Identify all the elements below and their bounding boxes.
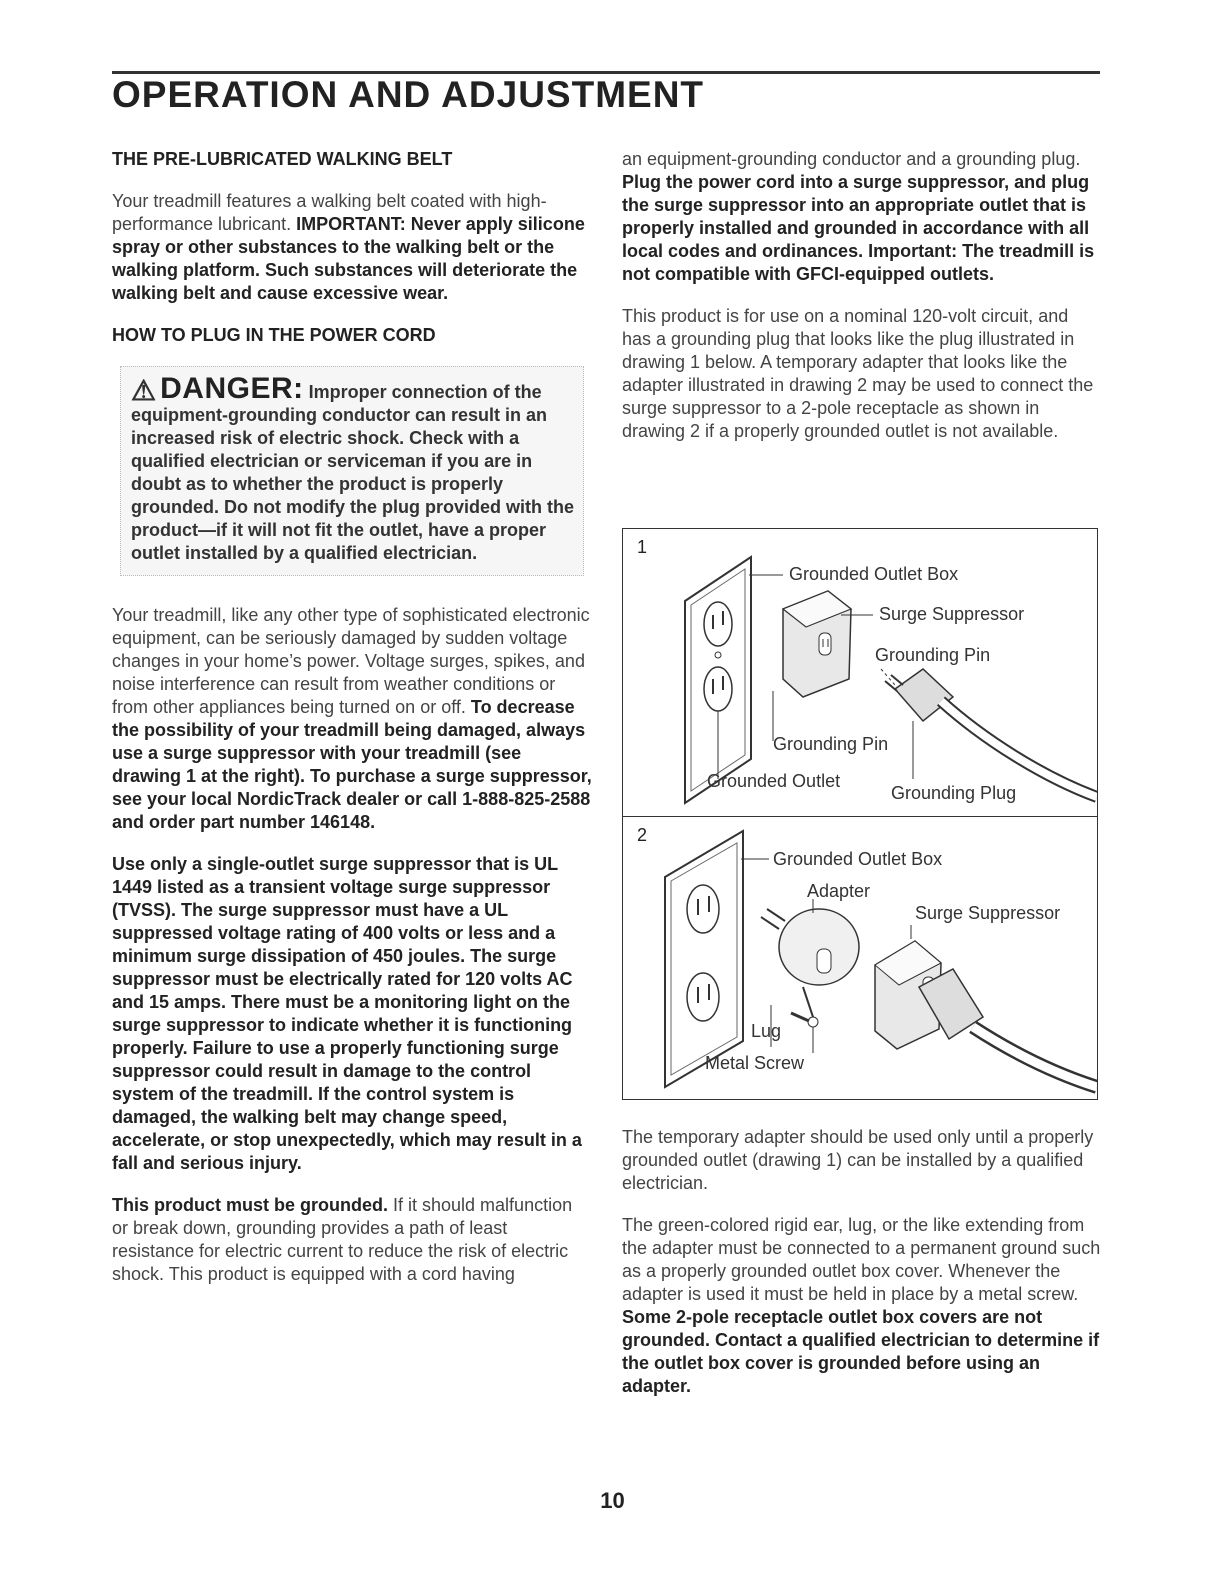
page-number: 10 bbox=[600, 1488, 625, 1513]
drawing-1-number: 1 bbox=[637, 537, 648, 557]
plug-text: an equipment-grounding conductor and a grounding plug. bbox=[622, 149, 1081, 169]
plug-paragraph bbox=[622, 148, 1102, 286]
label-grounding-pin-bottom: Grounding Pin bbox=[773, 734, 889, 754]
danger-box bbox=[120, 366, 584, 576]
danger-word: DANGER: bbox=[160, 372, 304, 405]
walking-belt-paragraph bbox=[112, 190, 592, 305]
surge-instruction: To decrease the possibility of your treadmill being damaged, always use a surge suppressor with your treadmill (see drawing 1 at the right). To purchase a surge suppressor, see your local NordicTrack dealer or call 1-888-825-2588 and order part number 146148. bbox=[112, 697, 592, 832]
surge-text: Your treadmill, like any other type of sophisticated electronic equipment, can be seriously damaged by sudden voltage changes in your home’s power. Voltage surges, spikes, and noise interference can result from weather conditions or from other appliances being turned on or off. bbox=[112, 605, 590, 717]
adapter-ear-warning: Some 2-pole receptacle outlet box covers are not grounded. Contact a qualified electrician to determine if the outlet box cover is grounded before using an adapter. bbox=[622, 1307, 1100, 1396]
label-grounding-pin-top: Grounding Pin bbox=[875, 645, 991, 665]
label-grounded-outlet-box-2: Grounded Outlet Box bbox=[773, 849, 943, 869]
adapter-ear-paragraph bbox=[622, 1214, 1102, 1398]
surge-paragraph bbox=[112, 604, 592, 834]
page-title: OPERATION AND ADJUSTMENT bbox=[112, 74, 705, 115]
right-column-top bbox=[622, 148, 1102, 462]
section-heading-power-cord: HOW TO PLUG IN THE POWER CORD bbox=[112, 325, 436, 345]
surge-requirements-paragraph bbox=[112, 853, 592, 1175]
grounding-text: If it should malfunction or break down, grounding provides a path of least resistance for electric current to reduce the risk of electric shock. This product is equipped with a cord having bbox=[112, 1195, 573, 1284]
right-column-bottom bbox=[622, 1126, 1102, 1417]
grounding-paragraph bbox=[112, 1194, 592, 1286]
grounding-statement: This product must be grounded. bbox=[112, 1195, 388, 1215]
walking-belt-text: Your treadmill features a walking belt coated with high-performance lubricant. bbox=[112, 191, 547, 234]
adapter-ear-text: The green-colored rigid ear, lug, or the like extending from the adapter must be connected to a permanent ground such as a properly grounded outlet box cover. Whenever the adapter is used it must be held in place by a metal screw. bbox=[622, 1215, 1101, 1304]
warning-triangle-icon: ⚠ bbox=[131, 375, 157, 406]
label-surge-suppressor: Surge Suppressor bbox=[879, 604, 1025, 624]
plug-instruction: Plug the power cord into a surge suppressor, and plug the surge suppressor into an appropriate outlet that is properly installed and grounded in accordance with all local codes and ordinances. Important: The treadmill is not compatible with GFCI-equipped outlets. bbox=[622, 172, 1095, 284]
temporary-adapter-paragraph: The temporary adapter should be used only until a properly grounded outlet (drawing 1) can be installed by a qualified electrician. bbox=[622, 1127, 1094, 1193]
label-grounded-outlet-box: Grounded Outlet Box bbox=[789, 564, 959, 584]
label-adapter: Adapter bbox=[807, 881, 871, 901]
walking-belt-warning: IMPORTANT: Never apply silicone spray or other substances to the walking belt or the walking platform. Such substances will deteriorate the walking belt and cause excessive wear. bbox=[112, 214, 585, 303]
drawing-1 bbox=[622, 528, 1098, 818]
label-grounded-outlet: Grounded Outlet bbox=[707, 771, 841, 791]
label-surge-suppressor-2: Surge Suppressor bbox=[915, 903, 1061, 923]
label-lug: Lug bbox=[751, 1021, 782, 1041]
surge-requirements: Use only a single-outlet surge suppressor that is UL 1449 listed as a transient voltage surge suppressor (TVSS). The surge suppressor must have a UL suppressed voltage rating of 400 volts or less and a minimum surge dissipation of 450 joules. The surge suppressor must be electrically rated for 120 volts AC and 15 amps. There must be a monitoring light on the surge suppressor to indicate whether it is functioning properly. Failure to use a properly functioning surge suppressor could result in damage to the control system of the treadmill. If the control system is damaged, the walking belt may change speed, accelerate, or stop unexpectedly, which may result in a fall and serious injury. bbox=[112, 854, 582, 1173]
label-metal-screw: Metal Screw bbox=[705, 1053, 805, 1073]
danger-text: of the equipment-grounding conductor can result in an increased risk of electric shock. Check with a qualified electrician or serviceman if you are in doubt as to whether the product is properly grounded. Do not modify the plug provided with the product—if it will not fit the outlet, have a proper outlet installed by a qualified electrician. bbox=[131, 382, 574, 563]
circuit-paragraph: This product is for use on a nominal 120-volt circuit, and has a grounding plug that looks like the plug illustrated in drawing 1 below. A temporary adapter that looks like the adapter illustrated in drawing 2 may be used to connect the surge suppressor to a 2-pole receptacle as shown in drawing 2 if a properly grounded outlet is not available. bbox=[622, 306, 1094, 441]
section-heading-walking-belt: THE PRE-LUBRICATED WALKING BELT bbox=[112, 149, 453, 169]
drawing-2 bbox=[622, 816, 1098, 1100]
drawing-2-number: 2 bbox=[637, 825, 648, 845]
danger-intro: Improper connection bbox=[308, 382, 488, 402]
left-column bbox=[112, 148, 592, 1305]
label-grounding-plug: Grounding Plug bbox=[891, 783, 1017, 803]
